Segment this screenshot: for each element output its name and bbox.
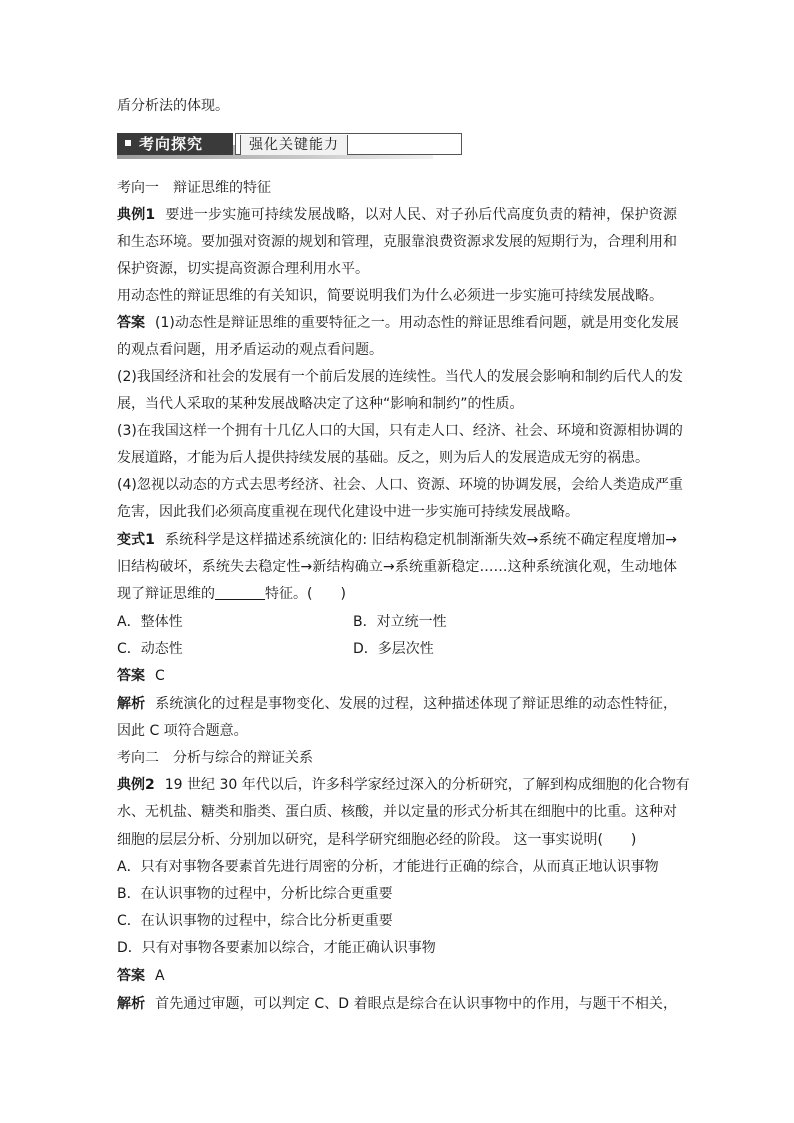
example1-text-1: 要进一步实施可持续发展战略，以对人民、对子孙后代高度负责的精神，保护资源 [165,207,678,223]
example1-label: 典例1 [117,207,156,223]
variant1-label: 变式1 [117,532,155,548]
banner-dark-label: 考向探究 [139,135,204,153]
example2-line-1 [117,775,690,795]
answer1-line-8: 危害，因此我们必须高度重视在现代化建设中进一步实施可持续发展战略。 [117,504,579,520]
example2-option-a: A．只有对事物各要素首先进行周密的分析，才能进行正确的综合，从而真正地认识事物 [117,859,659,875]
example2-text-1: 19 世纪 30 年代以后，许多科学家经过深入的分析研究，了解到构成细胞的化合物有 [164,777,690,793]
section2-heading: 考向二 分析与综合的辩证关系 [117,750,313,766]
answer1-label: 答案 [117,315,145,331]
analysis1-line-2: 因此 C 项符合题意。 [117,723,248,739]
variant1-line-2: 旧结构破坏，系统失去稳定性→新结构确立→系统重新稳定……这种系统演化观，生动地体 [117,559,677,575]
example2-answer [117,966,677,986]
option-row-ab [117,612,677,632]
example2-line-3: 细胞的层层分析、分别加以研究，是科学研究细胞必经的阶段。 这一事实说明( ) [117,832,637,848]
answer1-text-1: (1)动态性是辩证思维的重要特征之一。用动态性的辩证思维看问题，就是用变化发展 [155,315,679,331]
section-banner [117,133,433,159]
banner-light-label: 强化关键能力 [240,135,348,155]
banner-dark-tag [117,133,233,155]
variant1-answer-value: C [155,668,165,684]
example2-option-d: D．只有对事物各要素加以综合，才能正确认识事物 [117,940,436,956]
analysis2-text-1: 首先通过审题，可以判定 C、D 着眼点是综合在认识事物中的作用，与题干不相关， [155,996,677,1012]
example1-line-1 [117,205,677,225]
variant1-answer-label: 答案 [117,668,145,684]
variant1-line-3 [117,584,677,604]
answer1-line-4: 展，当代人采取的某种发展战略决定了这种“影响和制约”的性质。 [117,396,524,412]
answer-blank [215,585,265,600]
answer1-line-3: (2)我国经济和社会的发展有一个前后发展的连续性。当代人的发展会影响和制约后代人的发 [117,369,683,385]
variant1-text-pre: 现了辩证思维的 [117,586,215,602]
section1-heading: 考向一 辩证思维的特征 [117,180,271,196]
example2-line-2: 水、无机盐、糖类和脂类、蛋白质、核酸，并以定量的形式分析其在细胞中的比重。这种对 [117,804,677,820]
analysis1-line-1 [117,694,677,714]
option-b: B．对立统一性 [353,614,447,630]
option-c: C．动态性 [117,641,183,657]
example1-line-2: 和生态环境。要加强对资源的规划和管理，克服靠浪费资源求发展的短期行为，合理利用和 [117,234,677,250]
answer1-line-2: 的观点看问题，用矛盾运动的观点看问题。 [117,342,383,358]
example2-option-b: B．在认识事物的过程中，分析比综合更重要 [117,886,393,902]
example1-question: 用动态性的辩证思维的有关知识，简要说明我们为什么必须进一步实施可持续发展战略。 [117,288,663,304]
example2-option-c: C．在认识事物的过程中，综合比分析更重要 [117,913,393,929]
square-bullet-icon [125,140,131,146]
option-d: D．多层次性 [353,641,434,657]
analysis1-label: 解析 [117,696,146,712]
answer1-line-1 [117,313,677,333]
analysis2-line-1 [117,994,677,1014]
answer1-line-6: 发展道路，才能为后人提供持续发展的基础。反之，则为后人的发展造成无穷的祸患。 [117,450,649,466]
variant1-text-1: 系统科学是这样描述系统演化的: 旧结构稳定机制渐渐失效→系统不确定程度增加→ [164,532,677,548]
answer1-line-5: (3)在我国这样一个拥有十几亿人口的大国，只有走人口、经济、社会、环境和资源相协调的 [117,423,683,439]
banner-light-tag [235,133,462,155]
analysis2-label: 解析 [117,996,146,1012]
example2-label: 典例2 [117,777,155,793]
analysis1-text-1: 系统演化的过程是事物变化、发展的过程，这种描述体现了辩证思维的动态性特征， [155,696,678,712]
option-row-cd [117,639,677,659]
variant1-line-1 [117,530,677,550]
example2-answer-label: 答案 [117,968,145,984]
variant1-text-post: 特征。( ) [265,586,346,602]
answer1-line-7: (4)忽视以动态的方式去思考经济、社会、人口、资源、环境的协调发展，会给人类造成严重 [117,477,683,493]
variant1-answer [117,666,677,686]
option-a: A．整体性 [117,614,183,630]
intro-tail-text: 盾分析法的体现。 [117,98,229,114]
example2-answer-value: A [155,968,165,984]
example1-line-3: 保护资源，切实提高资源合理利用水平。 [117,261,369,277]
